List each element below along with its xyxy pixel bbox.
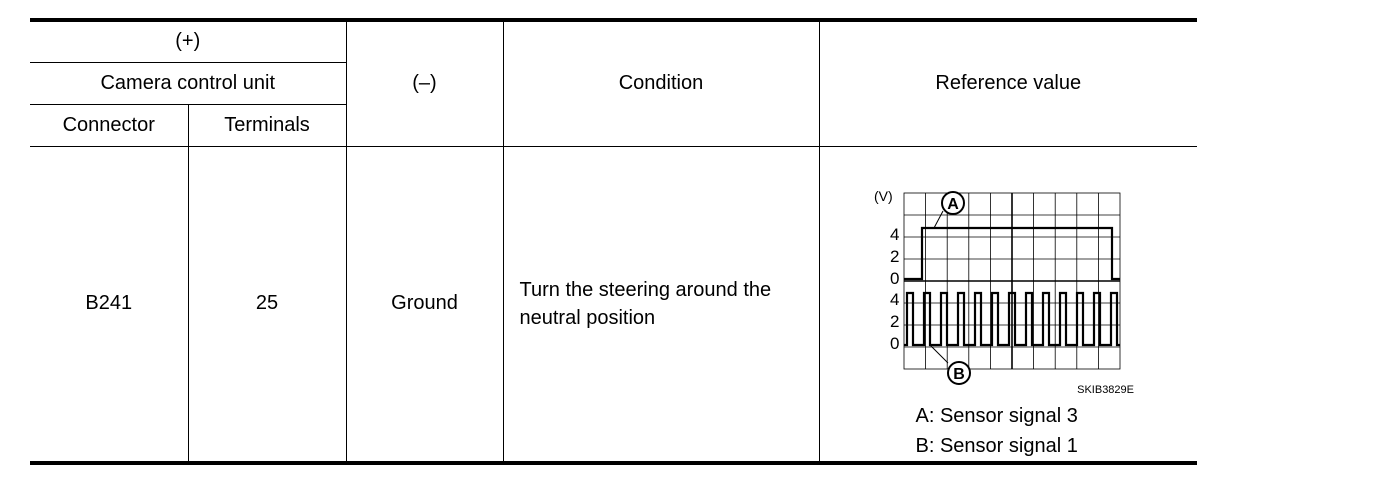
scope-tick-b-2: 2	[889, 311, 899, 331]
image-code: SKIB3829E	[1076, 383, 1134, 396]
legend-signal-b: B: Sensor signal 1	[915, 434, 1078, 457]
header-plus: (+)	[30, 20, 346, 62]
svg-text:B: B	[952, 365, 965, 383]
cell-connector: B241	[30, 146, 188, 463]
scope-tick-b-4: 4	[889, 289, 899, 309]
cell-minus: Ground	[346, 146, 503, 463]
header-reference-value: Reference value	[819, 20, 1197, 146]
oscilloscope-waveform	[873, 181, 1180, 396]
scope-unit-label: (V)	[873, 187, 893, 204]
scope-tick-a-0: 0	[889, 268, 899, 288]
scope-tick-b-0: 0	[889, 333, 899, 353]
svg-text:A: A	[946, 195, 959, 213]
terminal-spec-table	[30, 18, 1197, 465]
scope-tick-a-2: 2	[889, 246, 899, 266]
header-connector: Connector	[30, 104, 188, 146]
terminal-spec-table-wrapper	[30, 18, 1197, 465]
scope-grid	[904, 193, 1120, 369]
cell-terminal: 25	[188, 146, 346, 463]
marker-b	[930, 345, 970, 384]
waveform-legend	[916, 401, 1078, 461]
legend-signal-a: A: Sensor signal 3	[915, 404, 1078, 427]
header-terminals: Terminals	[188, 104, 346, 146]
header-camera-control-unit: Camera control unit	[30, 62, 346, 104]
marker-a	[934, 192, 964, 228]
header-condition: Condition	[503, 20, 819, 146]
header-minus: (–)	[346, 20, 503, 146]
cell-condition: Turn the steering around the neutral position	[503, 146, 819, 463]
cell-reference-value	[819, 146, 1197, 463]
scope-tick-a-4: 4	[889, 224, 899, 244]
